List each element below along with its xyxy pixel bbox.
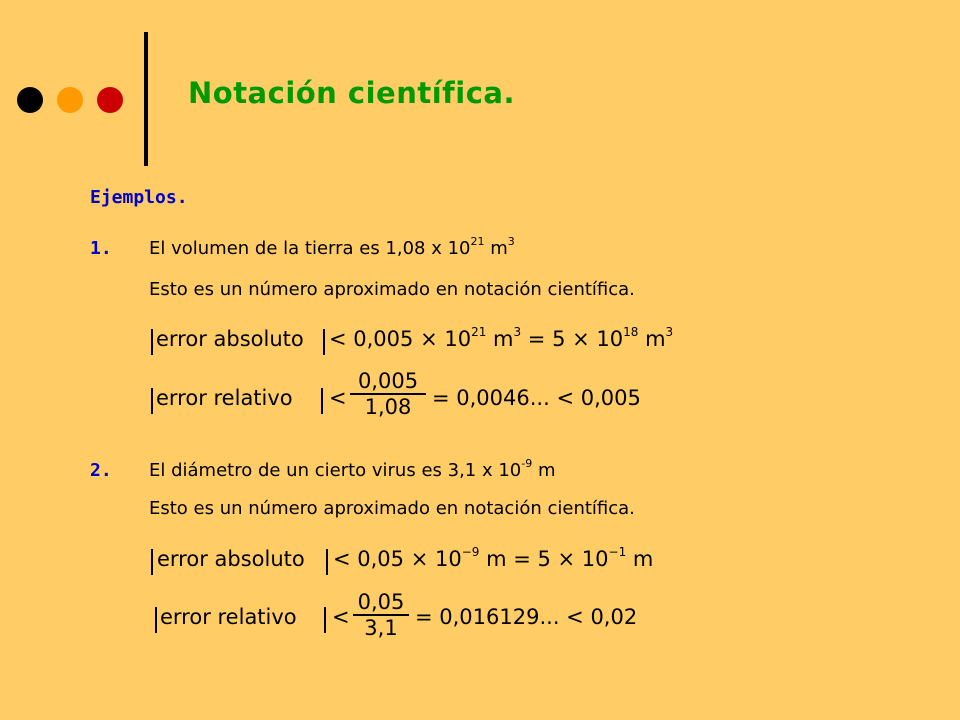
example-1-note: Esto es un número aproximado en notación científica. xyxy=(149,279,635,300)
red-dot-icon xyxy=(97,87,123,113)
example-1-abs-unit: m xyxy=(638,327,666,351)
example-2-denominator: 3,1 xyxy=(364,616,398,640)
example-1-exponent: 21 xyxy=(470,235,485,248)
example-1-abs-exp4: 3 xyxy=(665,325,674,339)
example-2-exponent: -9 xyxy=(521,457,533,470)
rel-bar-left xyxy=(151,388,153,414)
example-2-abs-pre: < 0,05 × 10 xyxy=(333,547,462,571)
example-1-fraction xyxy=(350,369,426,419)
example-2-abs-expression xyxy=(333,547,653,571)
example-2-abs-unit: m xyxy=(626,547,654,571)
abs-bar-right-2 xyxy=(326,549,328,575)
example-2-unit: m xyxy=(532,460,556,481)
example-2-abs-mid: m = 5 × 10 xyxy=(479,547,609,571)
example-2-rel-result: = 0,016129... < 0,02 xyxy=(415,605,638,629)
example-1-number: 1. xyxy=(90,238,112,259)
header-divider xyxy=(144,32,148,166)
example-1-rel-lt: < xyxy=(329,386,347,410)
rel-bar-right xyxy=(321,388,323,414)
example-1-statement-text: El volumen de la tierra es 1,08 x 10 xyxy=(149,238,471,259)
example-2-rel-label: error relativo xyxy=(160,605,297,629)
page-title: Notación científica. xyxy=(188,76,516,110)
example-2-statement xyxy=(149,457,556,481)
example-1-rel-label: error relativo xyxy=(156,386,293,410)
example-1-unit-exponent: 3 xyxy=(507,235,515,248)
example-2-abs-label: error absoluto xyxy=(157,547,305,571)
example-1-abs-mid: m xyxy=(486,327,514,351)
example-1-abs-exp1: 21 xyxy=(471,325,487,339)
abs-bar-right xyxy=(323,329,325,355)
example-1-abs-label: error absoluto xyxy=(156,327,304,351)
example-1-denominator: 1,08 xyxy=(364,395,412,419)
rel-bar-right-2 xyxy=(324,607,326,633)
abs-bar-left xyxy=(151,329,153,355)
example-1-abs-exp3: 18 xyxy=(623,325,639,339)
example-2-numerator: 0,05 xyxy=(357,590,405,614)
example-1-rel-result: = 0,0046... < 0,005 xyxy=(432,386,641,410)
rel-bar-left-2 xyxy=(155,607,157,633)
example-2-fraction xyxy=(353,590,409,640)
example-1-statement xyxy=(149,235,515,259)
example-1-abs-eq: = 5 × 10 xyxy=(521,327,624,351)
example-2-note: Esto es un número aproximado en notación científica. xyxy=(149,498,635,519)
example-2-rel-lt: < xyxy=(332,605,350,629)
black-dot-icon xyxy=(17,87,43,113)
example-1-unit: m xyxy=(484,238,508,259)
section-subtitle: Ejemplos. xyxy=(90,187,188,208)
example-1-abs-exp2: 3 xyxy=(513,325,522,339)
example-1-abs-pre: < 0,005 × 10 xyxy=(329,327,472,351)
example-2-number: 2. xyxy=(90,460,112,481)
example-2-abs-exp2: −1 xyxy=(608,545,627,559)
abs-bar-left-2 xyxy=(151,549,153,575)
example-1-numerator: 0,005 xyxy=(357,369,419,393)
example-1-abs-expression xyxy=(329,327,673,351)
orange-dot-icon xyxy=(57,87,83,113)
example-2-statement-text: El diámetro de un cierto virus es 3,1 x 10 xyxy=(149,460,522,481)
example-2-abs-exp1: −9 xyxy=(461,545,480,559)
